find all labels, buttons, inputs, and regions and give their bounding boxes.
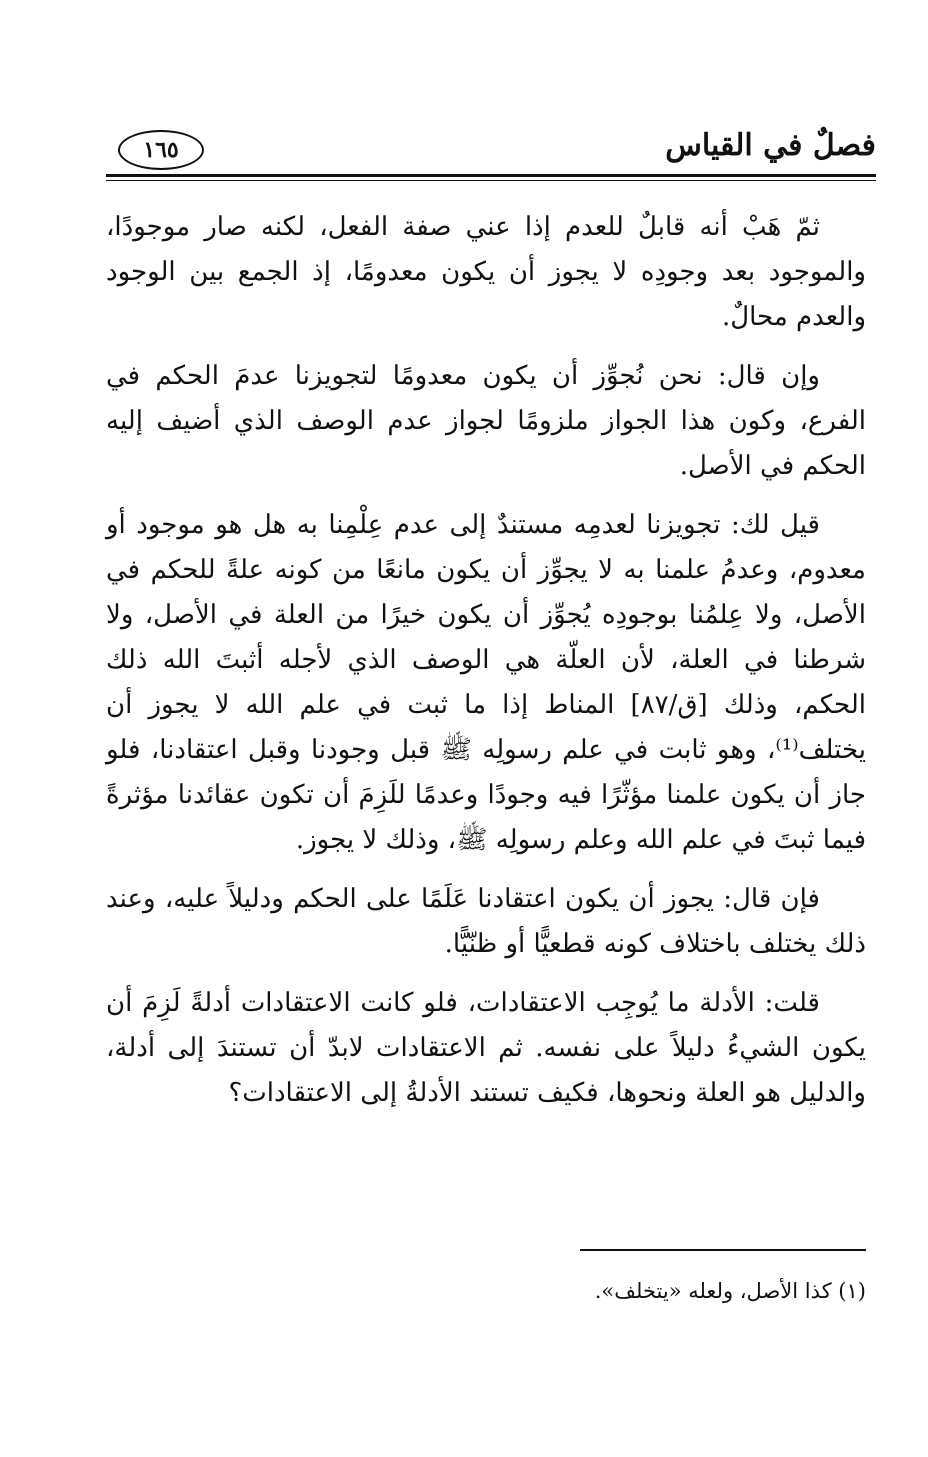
paragraph-1: ثمّ هَبْ أنه قابلٌ للعدم إذا عني صفة الفعل، لكنه صار موجودًا، والموجود بعد وجودِه لا يجوز أن يكون معدومًا، إذ الجمع بين الوجود والعدم محالٌ.	[106, 212, 866, 332]
footnote-1: (١) كذا الأصل، ولعله «يتخلف».	[594, 1279, 866, 1303]
paragraph-4: فإن قال: يجوز أن يكون اعتقادنا عَلَمًا على الحكم ودليلاً عليه، وعند ذلك يختلف باختلاف كونه قطعيًّا أو ظنّيًّا.	[106, 884, 866, 959]
main-text	[106, 205, 866, 1130]
page-header	[106, 118, 876, 178]
paragraph-2: وإن قال: نحن نُجوِّز أن يكون معدومًا لتجويزنا عدمَ الحكم في الفرع، وكون هذا الجواز ملزومًا لجواز عدم الوصف الذي أضيف إليه الحكم في الأصل.	[106, 361, 866, 481]
header-rule-thin	[106, 180, 876, 181]
paragraph-3: قيل لك: تجويزنا لعدمِه مستندٌ إلى عدم عِلْمِنا به هل هو موجود أو معدوم، وعدمُ علمنا به لا يجوِّز أن يكون مانعًا من كونه علةً للحكم في الأصل، ولا عِلمُنا بوجودِه يُجوِّز أن يكون خيرًا من العلة في الأصل، ولا شرطنا في العلة، لأن العلّة هي الوصف الذي لأجله أثبتَ الله ذلك الحكم، وذلك [ق/٨٧] المناط إذا ما ثبت في علم الله لا يجوز أن يختلف⁽¹⁾، وهو ثابت في علم رسولِه ﷺ قبل وجودنا وقبل اعتقادنا، فلو جاز أن يكون علمنا مؤثّرًا فيه وجودًا وعدمًا للَزِمَ أن تكون عقائدنا مؤثرةً فيما ثبتَ في علم الله وعلم رسولِه ﷺ، وذلك لا يجوز.	[106, 510, 866, 855]
header-rule-thick	[106, 174, 876, 177]
footnote-separator	[580, 1249, 866, 1251]
paragraph-5: قلت: الأدلة ما يُوجِب الاعتقادات، فلو كانت الاعتقادات أدلةً لَزِمَ أن يكون الشيءُ دليلاً على نفسه. ثم الاعتقادات لابدّ أن تستندَ إلى أدلة، والدليل هو العلة ونحوها، فكيف تستند الأدلةُ إلى الاعتقادات؟	[106, 988, 866, 1108]
page-number: ١٦٥	[118, 130, 204, 170]
running-title: فصلٌ في القياس	[665, 128, 876, 163]
